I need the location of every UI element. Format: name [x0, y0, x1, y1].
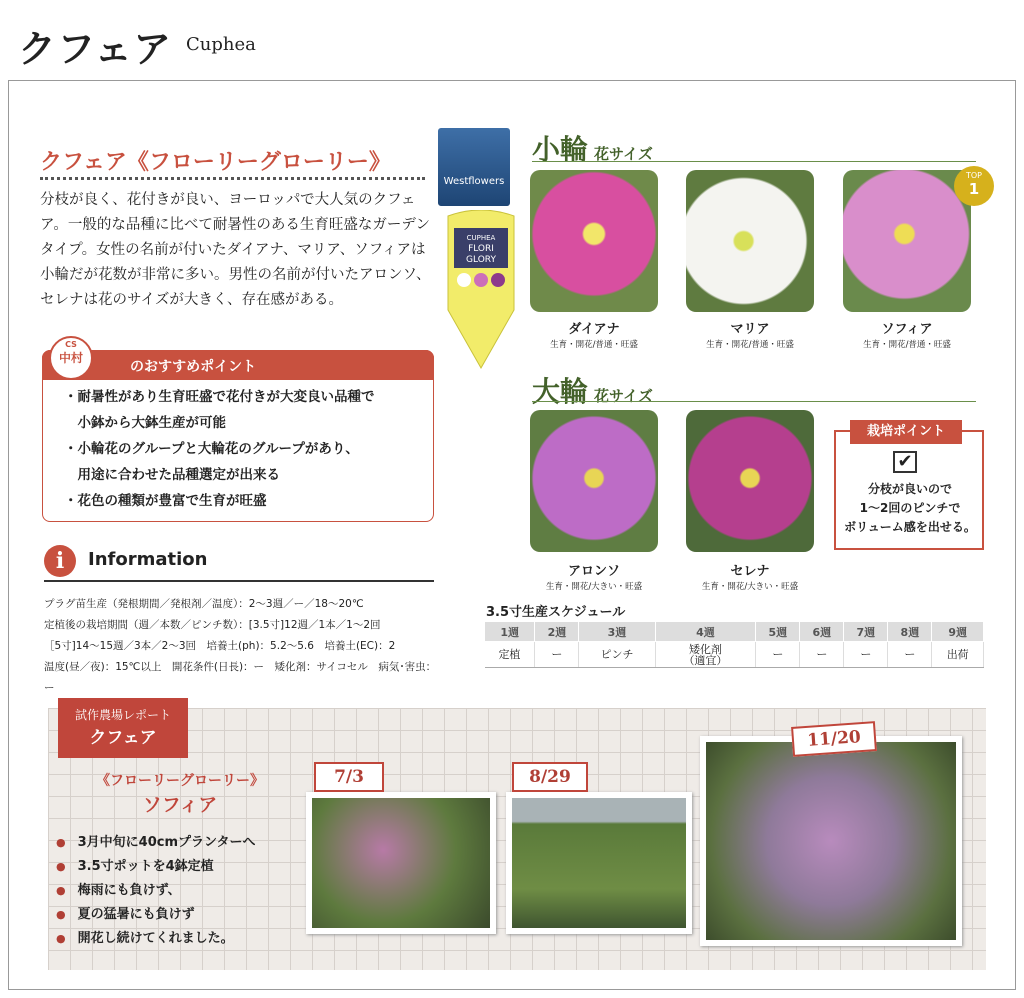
recommend-point: ・耐暑性があり生育旺盛で花付きが大変良い品種で: [64, 389, 375, 405]
report-list: [60, 831, 300, 951]
schedule-task: 出荷: [932, 642, 984, 668]
flower-photo-maria: [686, 170, 814, 312]
large-label: 大輪: [532, 375, 589, 408]
cs-badge-top: CS: [65, 340, 77, 349]
flower-photo-diana: [530, 170, 658, 312]
schedule-task: ー: [844, 642, 888, 668]
product-description: 分枝が良く、花付きが良い、ヨーロッパで大人気のクフェア。一般的な品種に比べて耐暑性のある生育旺盛なガーデンタイプ。女性の名前が付いたダイアナ、マリア、ソフィアは小輪だが花数が非常に多い。男性の名前が付いたアロンソ、セレナは花のサイズが大きく、存在感がある。: [40, 192, 431, 308]
page-subtitle: Cuphea: [186, 34, 256, 55]
flower-photo-sophia: [843, 170, 971, 312]
schedule-task: ー: [888, 642, 932, 668]
info-text: [44, 594, 444, 699]
schedule-week: 5週: [756, 622, 800, 642]
report-variety: 《フローリーグローリー》: [96, 773, 264, 789]
flower-desc: 生育・開花/大きい・旺盛: [701, 582, 799, 592]
recommend-point: 用途に合わせた品種選定が出来る: [64, 467, 280, 483]
top-badge-label: TOP: [965, 171, 982, 180]
divider: [40, 177, 425, 180]
flower-desc: 生育・開花/普通・旺盛: [550, 340, 638, 350]
report-variety-name: ソフィア: [142, 794, 218, 816]
info-line: 温度(昼／夜)：15℃以上 開花条件(日長)：ー 矮化剤：サイコセル 病気･害虫：ー: [44, 661, 437, 694]
point-line: 1〜2回のピンチで: [859, 501, 961, 515]
recommend-title: のおすすめポイント: [42, 350, 434, 380]
recommend-point: 小鉢から大鉢生産が可能: [64, 415, 226, 431]
info-line: 定植後の栽培期間（週／本数／ピンチ数）：[3.5寸]12週／1本／1〜2回: [44, 619, 381, 631]
schedule-task: ー: [756, 642, 800, 668]
list-item: ● 開花し続けてくれました。: [60, 927, 300, 951]
point-line: ボリューム感を出せる。: [844, 520, 976, 534]
list-item: ● 梅雨にも負けず、: [60, 879, 300, 903]
report-photo-2: [506, 792, 692, 934]
flower-name: マリア: [730, 322, 770, 337]
schedule-task: ー: [800, 642, 844, 668]
divider: [44, 580, 434, 582]
schedule-task: ピンチ: [579, 642, 655, 668]
report-photo-1: [306, 792, 496, 934]
flower-desc: 生育・開花/大きい・旺盛: [545, 582, 643, 592]
list-item: ● 3月中旬に40cmプランターへ: [60, 831, 300, 855]
flower-name: ダイアナ: [568, 322, 620, 337]
divider: [532, 401, 976, 402]
page-title: クフェア: [18, 27, 173, 71]
info-line: ［5寸]14〜15週／3本／2〜3回 培養土(ph)：5.2〜5.6 培養土(EC)：2: [44, 640, 396, 652]
flower-name: セレナ: [730, 564, 770, 579]
schedule-week: 2週: [535, 622, 579, 642]
report-text: [60, 770, 300, 951]
recommend-point: ・小輪花のグループと大輪花のグループがあり、: [64, 441, 359, 457]
info-line: プラグ苗生産（発根期間／発根剤／温度）：2〜3週／ー／18〜20℃: [44, 598, 364, 610]
flower-desc: 生育・開花/普通・旺盛: [706, 340, 794, 350]
info-icon: i: [44, 545, 76, 577]
check-icon: ✔: [893, 451, 917, 473]
top-badge: [954, 166, 994, 206]
schedule-task: 定植: [485, 642, 535, 668]
photo-date: 11/20: [791, 721, 877, 757]
cs-badge: [49, 336, 93, 380]
schedule-task: 矮化剤 （適宜）: [655, 642, 756, 668]
tag-line3: GLORY: [466, 255, 496, 265]
report-tag-title: クフェア: [89, 728, 157, 748]
schedule-week: 4週: [655, 622, 756, 642]
schedule-task: ー: [535, 642, 579, 668]
schedule-week: 9週: [932, 622, 984, 642]
tag-line1: CUPHEA: [466, 234, 496, 242]
small-heading: [532, 128, 653, 168]
schedule-week: 7週: [844, 622, 888, 642]
product-title: クフェア《フローリーグローリー》: [40, 150, 391, 175]
tag-line2: FLORI: [468, 244, 494, 254]
large-size-label: 花サイズ: [594, 387, 653, 405]
schedule-title: 3.5寸生産スケジュール: [486, 605, 626, 620]
photo-date: 8/29: [512, 762, 588, 792]
flower-photo-alonso: [530, 410, 658, 552]
cs-badge-name: 中村: [58, 351, 83, 365]
divider: [532, 161, 976, 162]
schedule-task-row: [485, 642, 984, 668]
top-badge-rank: 1: [968, 180, 980, 198]
schedule-week: 1週: [485, 622, 535, 642]
recommend-points: [64, 384, 424, 514]
schedule-header-row: [485, 622, 984, 642]
point-title: 栽培ポイント: [850, 420, 962, 444]
schedule-table: [484, 621, 984, 668]
plant-tag-image: [446, 210, 516, 370]
large-heading: [532, 370, 653, 410]
info-title: Information: [88, 549, 208, 570]
small-size-label: 花サイズ: [594, 145, 653, 163]
photo-date: 7/3: [314, 762, 384, 792]
list-item: ● 3.5寸ポットを4鉢定植: [60, 855, 300, 879]
westflowers-logo: Westflowers: [438, 128, 510, 206]
report-tag-label: 試作農場レポート: [74, 708, 171, 722]
flower-name: ソフィア: [881, 322, 933, 337]
schedule-week: 8週: [888, 622, 932, 642]
flower-desc: 生育・開花/普通・旺盛: [863, 340, 951, 350]
flower-name: アロンソ: [567, 564, 620, 579]
small-label: 小輪: [532, 133, 589, 166]
list-item: ● 夏の猛暑にも負けず: [60, 903, 300, 927]
report-tag: [58, 698, 188, 758]
point-text: [838, 480, 982, 537]
flower-photo-serena: [686, 410, 814, 552]
report-photo-3: [700, 736, 962, 946]
recommend-point: ・花色の種類が豊富で生育が旺盛: [64, 493, 267, 509]
schedule-week: 6週: [800, 622, 844, 642]
point-line: 分枝が良いので: [867, 482, 952, 496]
schedule-week: 3週: [579, 622, 655, 642]
